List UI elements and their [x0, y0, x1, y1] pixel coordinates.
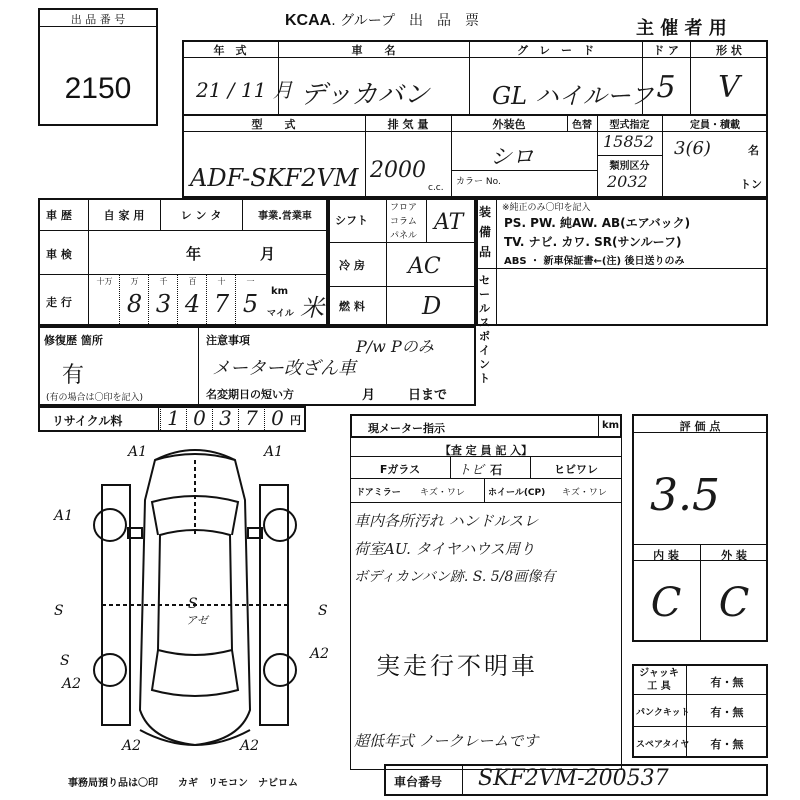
- office-held-items-note: 事務局預り品は〇印 カギ リモコン ナビロム: [68, 778, 298, 789]
- class-value: 2032: [607, 172, 648, 191]
- windshield-label: Fガラス: [379, 463, 421, 476]
- inspector-comment-2: 荷室AU. タイヤハウス周り: [354, 540, 535, 558]
- caution-value-2: メーター改ざん車: [212, 358, 356, 379]
- interior-grade-value: C: [650, 580, 682, 626]
- private-use-label: 自 家 用: [103, 209, 145, 222]
- shape-value: V: [718, 70, 740, 105]
- mileage-digit-label: 千: [159, 277, 168, 286]
- stone-chip-field: [452, 459, 530, 478]
- rename-deadline-label: 名変期日の短い方: [206, 388, 294, 401]
- puncture-kit-value: 有・無: [710, 706, 744, 719]
- damage-mark-rear-left: A2: [122, 738, 142, 754]
- recycle-fee-digit: 7: [238, 406, 264, 432]
- damage-mark-front: A1: [128, 444, 148, 460]
- damage-mark-rear-right: A2: [240, 738, 260, 754]
- repair-history-note: (有の場合は〇印を記入): [46, 393, 144, 403]
- fuel-label: 燃 料: [339, 300, 365, 313]
- displacement-unit: c.c.: [428, 183, 444, 193]
- crack-label: ヒビワレ: [554, 463, 598, 476]
- mileage-digit-value: 4: [184, 290, 201, 318]
- current-meter-unit: km: [602, 420, 620, 431]
- inspection-year-label: 年: [186, 245, 202, 263]
- organizer-copy-label: 主 催 者 用: [636, 18, 727, 39]
- km-label: km: [271, 286, 289, 297]
- type-designation-value: 15852: [603, 132, 654, 151]
- fuel-value: D: [422, 292, 442, 320]
- mileage-digit-label: 十: [217, 277, 226, 286]
- mileage-digit-label: 一: [246, 277, 255, 286]
- wheel-value: キズ・ワレ: [562, 488, 607, 498]
- interior-grade-label: 内 装: [653, 549, 679, 562]
- repair-history-label: 修復歴 箇所: [44, 334, 103, 347]
- mileage-digit-cell: [119, 274, 149, 326]
- mile-label: マイル: [267, 309, 294, 319]
- spare-tire-value: 有・無: [710, 738, 744, 751]
- recycle-fee-digit: 0: [264, 406, 290, 432]
- door-mirror-label: ドアミラー: [356, 488, 401, 498]
- jack-tools-label: ジャッキ 工 具: [639, 668, 679, 692]
- mileage-unknown-mark: 米: [300, 294, 324, 322]
- year-value: 21 / 11 月: [196, 78, 293, 102]
- wheel-label: ホイール(CP): [488, 488, 546, 498]
- exterior-grade-value: C: [718, 580, 750, 626]
- mileage-digit-cell: [235, 274, 265, 326]
- caution-value-1: P/w Pのみ: [356, 337, 434, 356]
- mileage-digit-label: 万: [130, 277, 139, 286]
- equipment-line-1: PS. PW. 純AW. AB(エアバック): [504, 216, 691, 230]
- damage-mark-front-right: A1: [264, 444, 284, 460]
- mileage-digit-value: 7: [213, 290, 230, 318]
- spare-tire-label: スペアタイヤ: [636, 740, 690, 750]
- damage-mark-roof-note: アゼ: [186, 614, 208, 627]
- sales-point-label: セールスポイント: [479, 274, 490, 385]
- recycle-fee-digit: 3: [212, 406, 238, 432]
- equipment-line-3: ABS ・ 新車保証書←(注) 後日送りのみ: [504, 256, 685, 267]
- inspection-label: 車 検: [46, 248, 72, 261]
- year-label: 年 式: [213, 44, 247, 57]
- inspector-comment-3: ボディカンバン跡. S. 5/8画像有: [354, 569, 556, 585]
- form-title: [285, 10, 479, 30]
- chassis-number-value: SKF2VM-200537: [478, 766, 669, 791]
- stone-chip-value: トビ: [458, 463, 485, 478]
- stone-chip-label: 石: [490, 463, 503, 477]
- damage-mark-left-rear: S: [60, 653, 70, 669]
- rename-day-label: 日まで: [408, 388, 448, 403]
- score-value: 3.5: [650, 470, 720, 521]
- type-designation-label: 型式指定: [609, 120, 650, 131]
- exterior-grade-label: 外 装: [721, 549, 747, 562]
- damage-mark-left-mid: S: [54, 603, 64, 619]
- recycle-fee-digit: 0: [186, 406, 212, 432]
- shape-label: 形 状: [716, 44, 742, 57]
- score-label: 評 価 点: [679, 420, 721, 433]
- damage-mark-left-back: A2: [62, 676, 82, 692]
- recycle-fee-label: リサイクル料: [52, 414, 123, 428]
- jack-tools-value: 有・無: [710, 676, 744, 689]
- damage-mark-roof: S: [188, 596, 198, 612]
- ac-value: AC: [408, 254, 441, 279]
- capacity-unit: 名: [748, 144, 759, 157]
- recycle-fee-unit: 円: [290, 414, 301, 427]
- grade-label: グ レ ー ド: [517, 44, 594, 57]
- caution-label: 注意事項: [206, 334, 250, 347]
- displacement-value: 2000: [370, 158, 426, 183]
- damage-mark-left-front: A1: [54, 508, 74, 524]
- inspector-comment-1: 車内各所汚れ ハンドルスレ: [354, 512, 539, 530]
- shift-label: シフト: [335, 214, 368, 227]
- rename-month-label: 月: [362, 388, 376, 403]
- inspector-header: 【査 定 員 記 入】: [439, 444, 533, 457]
- brand-logo: KCAA: [285, 12, 332, 29]
- model-code-value: ADF-SKF2VM: [190, 164, 359, 192]
- damage-mark-right-mid: S: [318, 603, 328, 619]
- mileage-digit-value: 3: [155, 290, 172, 318]
- form-title-text: . グループ 出 品 票: [331, 13, 479, 29]
- shift-option-column: コラム: [390, 217, 417, 227]
- grade-value: GL ハイルーフ: [492, 82, 654, 110]
- chassis-number-label: 車台番号: [394, 775, 443, 789]
- equipment-line-2: TV. ナビ. カワ. SR(サンルーフ): [504, 235, 682, 249]
- mileage-digit-cell: [177, 274, 207, 326]
- exterior-color-value: シロ: [490, 145, 535, 170]
- ac-label: 冷 房: [339, 259, 365, 272]
- exterior-color-label: 外装色: [492, 118, 526, 131]
- mileage-digit-value: 8: [126, 290, 143, 318]
- capacity-label: 定員・積載: [690, 120, 740, 131]
- inspector-comment-4: 超低年式 ノークレームです: [354, 732, 539, 750]
- mileage-label: 走 行: [46, 296, 72, 309]
- business-use-label: 事業.営業車: [258, 211, 312, 222]
- doors-label: ド ア: [653, 44, 679, 57]
- displacement-label: 排 気 量: [387, 118, 429, 131]
- lot-number-value: 2150: [64, 72, 132, 105]
- recycle-fee-digit: 1: [160, 406, 186, 432]
- current-meter-label: 現メーター指示: [368, 422, 445, 435]
- equipment-note: ※純正のみ〇印を記入: [502, 203, 591, 213]
- color-change-label: 色替: [572, 120, 592, 131]
- car-damage-diagram: [40, 440, 350, 770]
- doors-value: 5: [656, 70, 676, 105]
- puncture-kit-label: パンクキット: [636, 708, 690, 718]
- inspection-month-label: 月: [260, 245, 276, 263]
- shift-option-panel: パネル: [390, 231, 418, 241]
- rental-label: レ ン タ: [180, 209, 222, 222]
- load-unit: トン: [740, 178, 762, 191]
- mileage-digit-cell: [90, 274, 119, 326]
- color-number-label: カラー No.: [456, 177, 501, 187]
- mileage-digit-cell: [206, 274, 236, 326]
- mileage-digit-label: 百: [188, 277, 197, 286]
- class-label: 類別区分: [609, 161, 650, 172]
- damage-mark-right-rear: A2: [310, 646, 330, 662]
- mileage-digit-value: 5: [242, 290, 259, 318]
- repair-history-value: 有: [62, 363, 85, 388]
- unknown-mileage-stamp: 実走行不明車: [376, 652, 538, 680]
- mileage-digit-label: 十万: [96, 277, 113, 286]
- car-name-label: 車 名: [351, 44, 396, 57]
- shift-option-floor: フロア: [390, 203, 418, 213]
- lot-number-label: 出 品 番 号: [70, 13, 126, 26]
- equipment-label: 装 備 品: [479, 205, 492, 259]
- car-name-value: デッカバン: [300, 80, 430, 110]
- model-code-label: 型 式: [251, 118, 296, 131]
- history-label: 車 歴: [46, 209, 72, 222]
- door-mirror-value: キズ・ワレ: [420, 488, 465, 498]
- shift-value: AT: [434, 210, 464, 235]
- mileage-digit-cell: [148, 274, 178, 326]
- capacity-value: 3(6): [674, 138, 711, 159]
